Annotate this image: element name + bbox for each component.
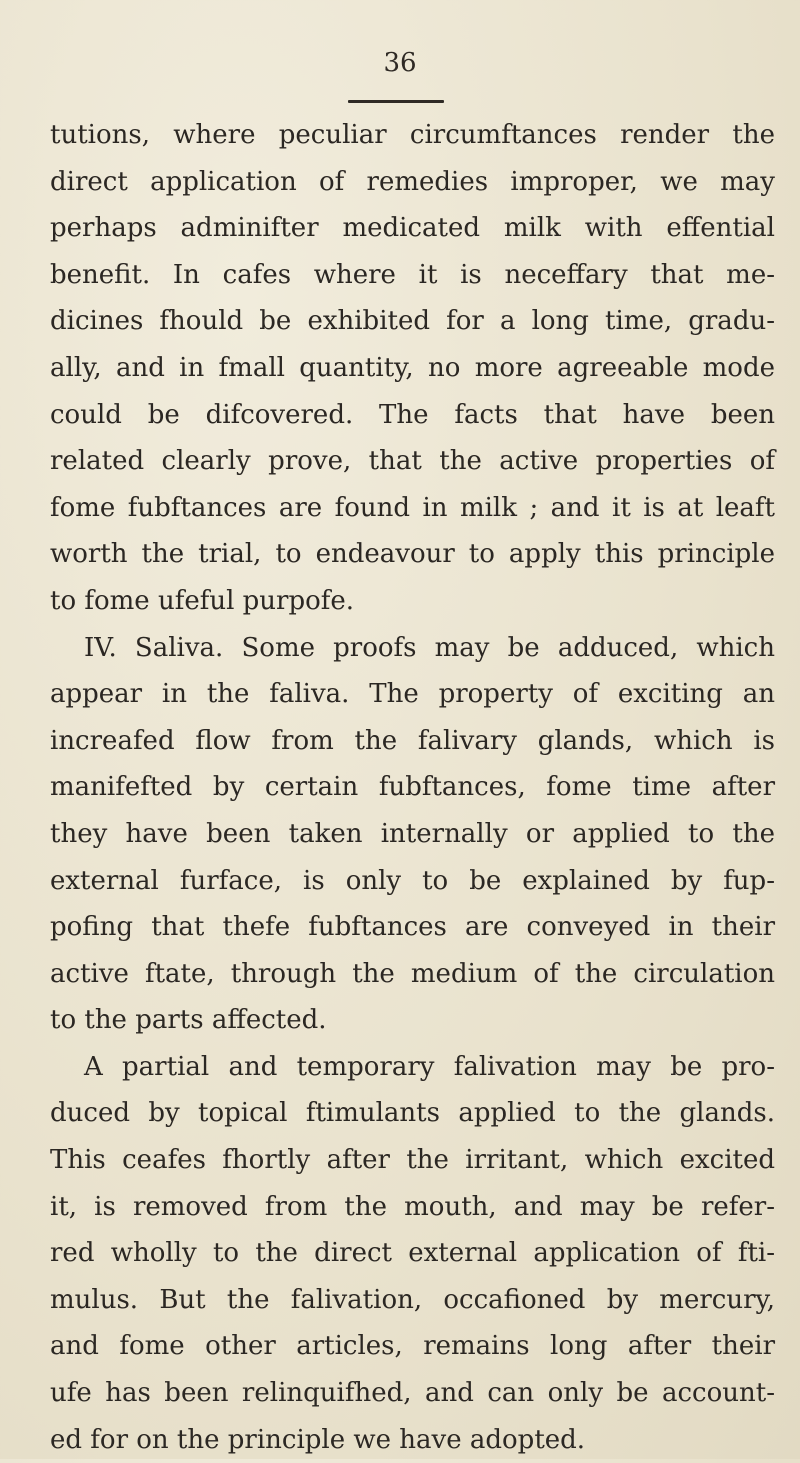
text-line: active ftate, through the medium of the circulation (50, 958, 775, 989)
text-line: could be difcovered. The facts that have been (50, 399, 775, 430)
text-line: A partial and temporary falivation may be pro- (84, 1051, 775, 1082)
text-line: appear in the faliva. The property of exciting an (50, 679, 775, 710)
text-line: external furface, is only to be explained by fup- (50, 865, 775, 896)
text-line: manifefted by certain fubftances, fome time after (50, 772, 775, 803)
header-rule (348, 100, 444, 103)
text-line: direct application of remedies improper, we may (50, 166, 775, 197)
text-line: to fome ufeful purpofe. (50, 585, 355, 616)
text-line: increafed flow from the falivary glands, which is (50, 725, 775, 756)
text-line: pofing that thefe fubftances are conveyed in their (50, 912, 775, 943)
text-line: duced by topical ftimulants applied to the glands. (50, 1098, 775, 1129)
text-line: ufe has been relinquifhed, and can only be account- (50, 1378, 775, 1409)
body-text (50, 112, 775, 1463)
text-line: tutions, where peculiar circumftances render the (50, 120, 775, 150)
text-line: benefit. In cafes where it is neceffary that me- (50, 259, 775, 290)
text-line: ally, and in fmall quantity, no more agreeable mode (50, 352, 775, 383)
text-line: it, is removed from the mouth, and may be refer- (50, 1191, 775, 1222)
text-line: This ceafes fhortly after the irritant, which excited (50, 1145, 775, 1176)
text-line: related clearly prove, that the active properties of (50, 446, 775, 477)
text-line: worth the trial, to endeavour to apply this principle (50, 539, 775, 570)
text-line: and fome other articles, remains long after their (50, 1331, 775, 1362)
text-line: perhaps adminifter medicated milk with effential (50, 213, 775, 244)
text-line: IV. Saliva. Some proofs may be adduced, which (84, 632, 775, 663)
text-line: fome fubftances are found in milk ; and it is at leaft (50, 492, 775, 523)
text-line: dicines fhould be exhibited for a long time, gradu- (50, 306, 775, 337)
page-number: 36 (383, 48, 417, 78)
text-line: mulus. But the falivation, occafioned by mercury, (50, 1284, 775, 1315)
text-line: red wholly to the direct external application of fti- (50, 1238, 775, 1269)
text-line: ed for on the principle we have adopted. (50, 1424, 586, 1455)
text-line: they have been taken internally or applied to the (50, 818, 775, 849)
text-line: to the parts affected. (50, 1005, 327, 1036)
